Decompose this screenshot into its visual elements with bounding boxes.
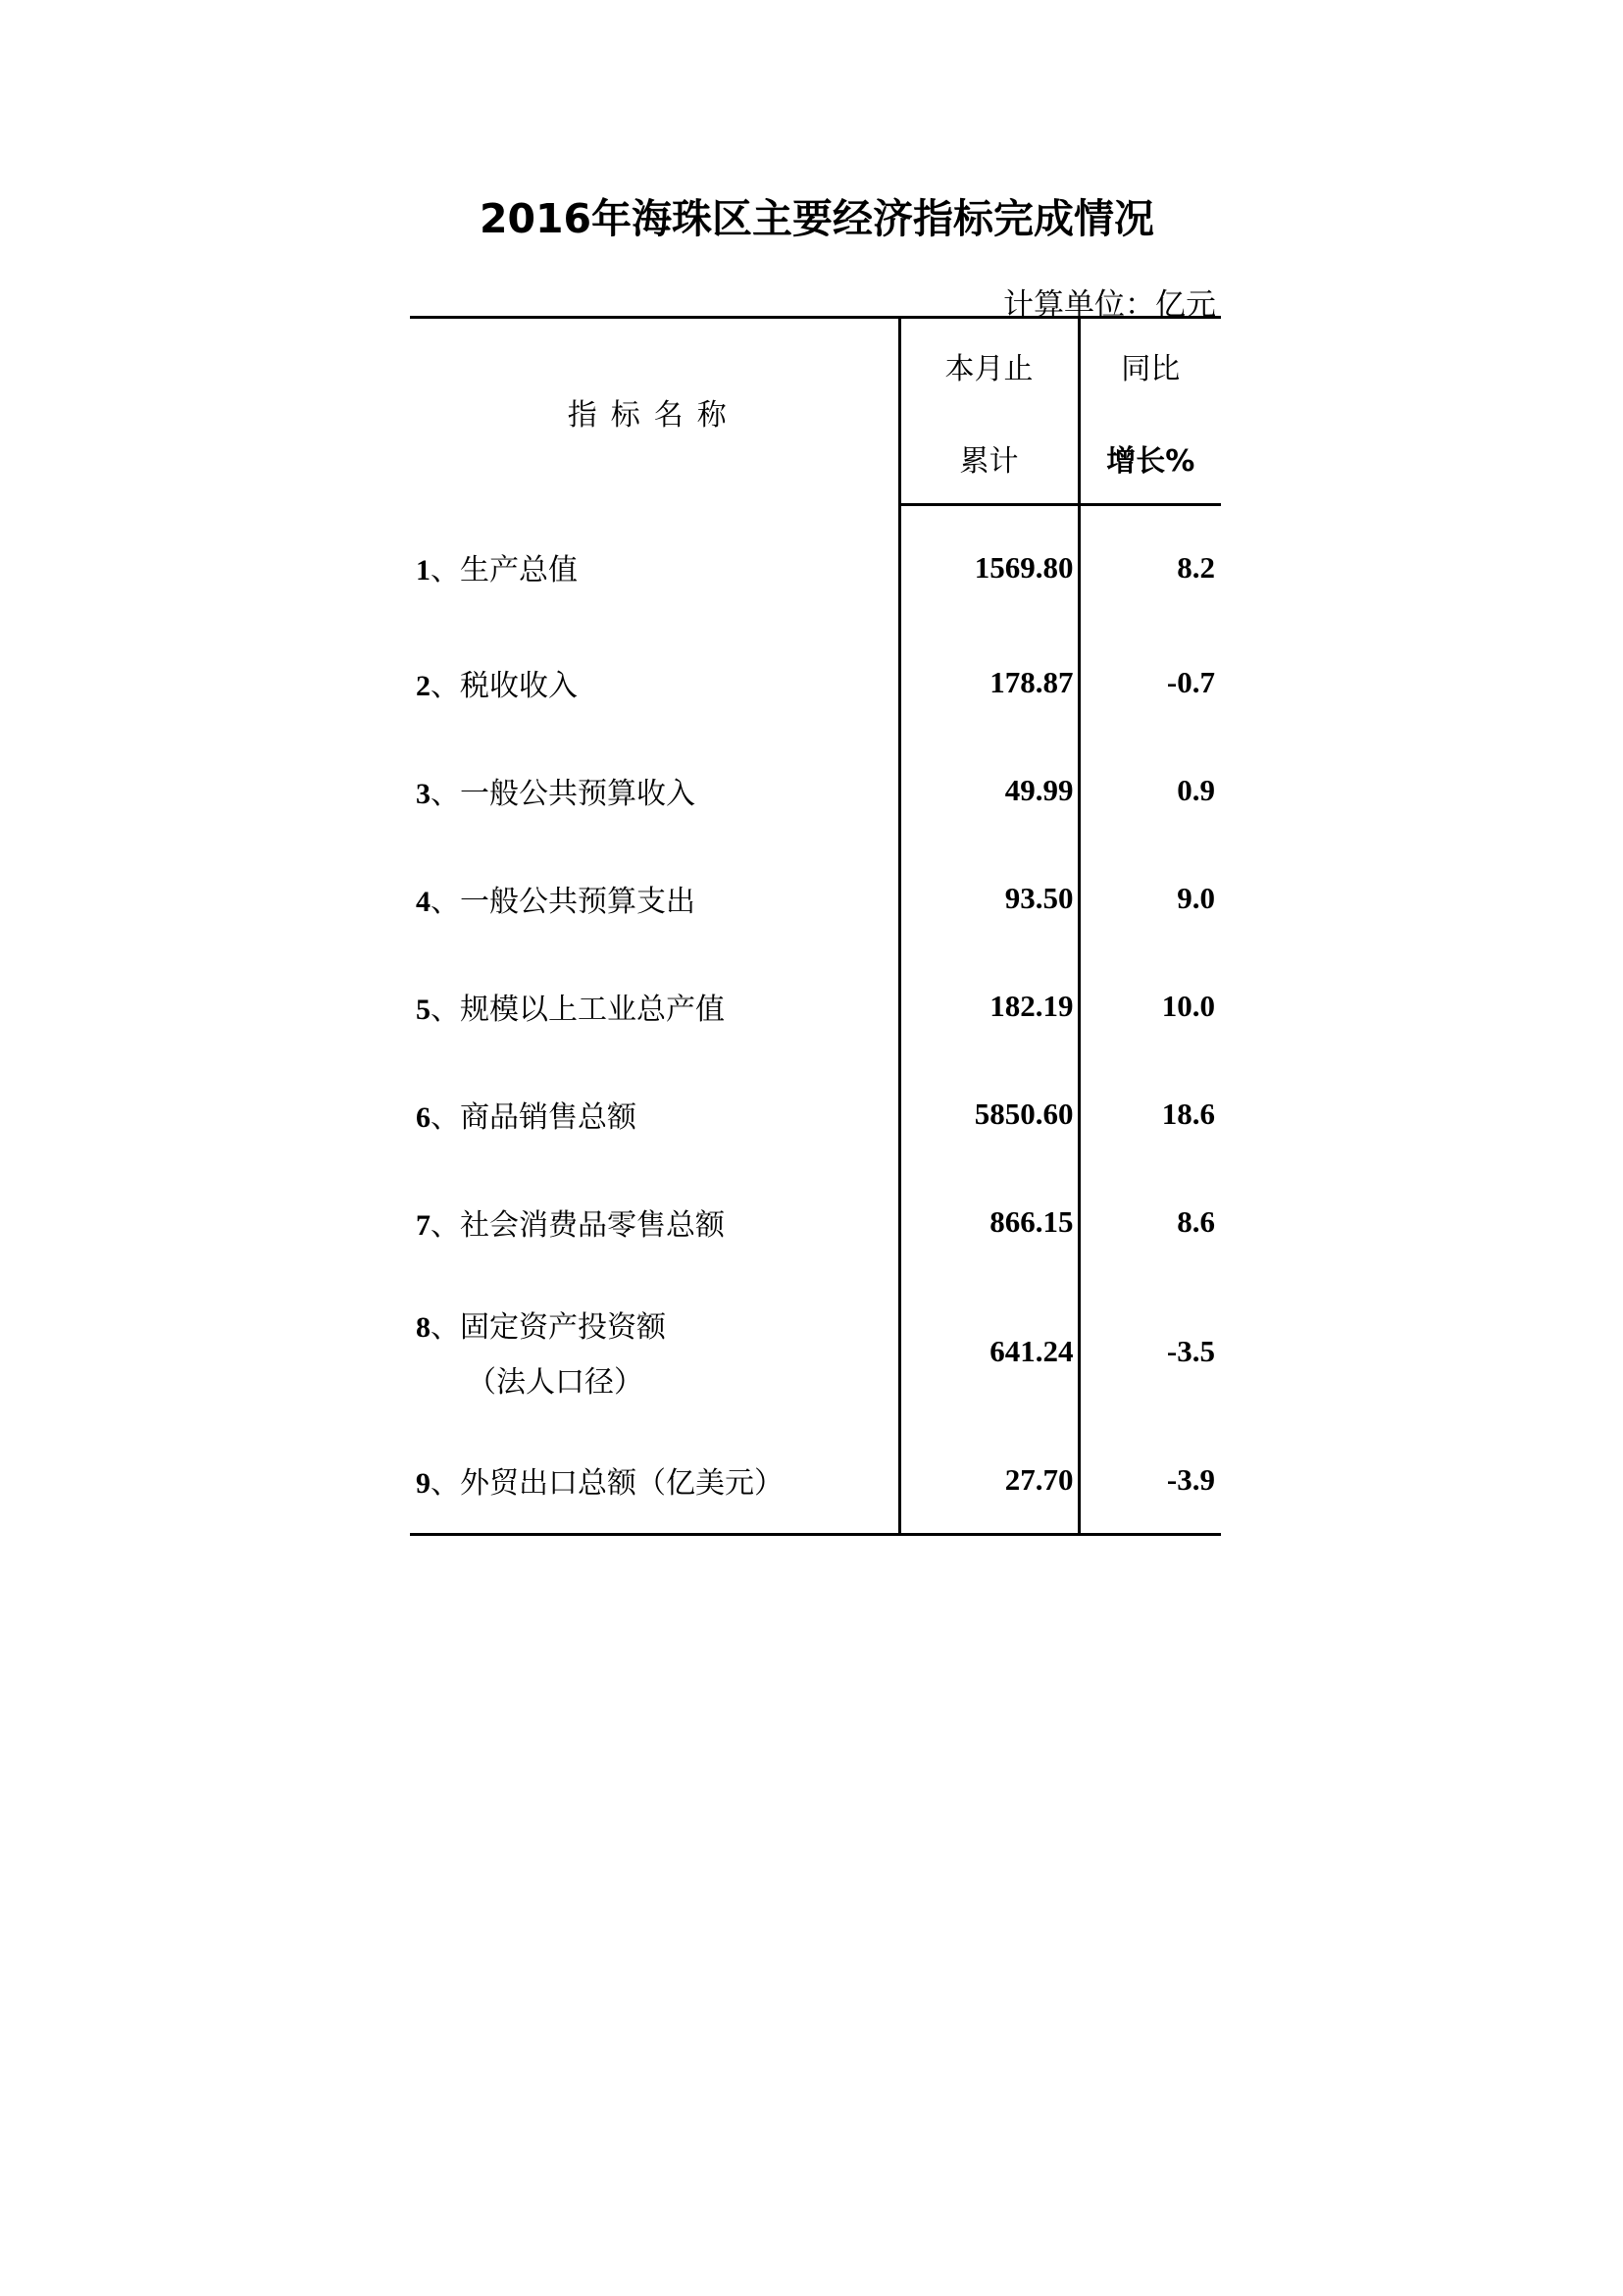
table-row bbox=[410, 1168, 1221, 1276]
row-growth: 0.9 bbox=[1177, 773, 1215, 807]
row-growth: 18.6 bbox=[1161, 1097, 1215, 1131]
row-label: 9、外贸出口总额（亿美元） bbox=[410, 1427, 899, 1535]
row-label: 2、税收收入 bbox=[410, 629, 899, 737]
row-value: 641.24 bbox=[899, 1276, 1079, 1427]
table-row bbox=[410, 629, 1221, 737]
row-value: 866.15 bbox=[899, 1168, 1079, 1276]
header-growth-line1: 同比 bbox=[1079, 318, 1221, 414]
header-cumulative-line2: 累计 bbox=[899, 413, 1079, 505]
row-label-secondary: （法人口径） bbox=[467, 1365, 643, 1400]
row-growth: 10.0 bbox=[1161, 989, 1215, 1023]
header-cumulative-line1: 本月止 bbox=[899, 318, 1079, 414]
unit-label: 计算单位：亿元 bbox=[1003, 287, 1216, 323]
table-row bbox=[410, 1427, 1221, 1535]
table-row bbox=[410, 1060, 1221, 1168]
row-value: 182.19 bbox=[899, 952, 1079, 1060]
row-label: 7、社会消费品零售总额 bbox=[410, 1168, 899, 1276]
table-row bbox=[410, 1276, 1221, 1427]
row-growth: -3.9 bbox=[1079, 1427, 1221, 1535]
row-growth: -0.7 bbox=[1166, 665, 1215, 699]
table-row bbox=[410, 505, 1221, 630]
row-value: 27.70 bbox=[899, 1427, 1079, 1535]
row-label: 1、生产总值 bbox=[410, 505, 899, 630]
row-growth: -3.5 bbox=[1166, 1334, 1215, 1368]
row-value: 93.50 bbox=[899, 844, 1079, 952]
indicators-table bbox=[410, 316, 1221, 1536]
header-growth-line2: 增长% bbox=[1079, 413, 1221, 505]
indicators-table-container bbox=[410, 316, 1221, 1536]
table-row bbox=[410, 737, 1221, 844]
row-growth: 8.2 bbox=[1177, 549, 1215, 585]
row-label: 5、规模以上工业总产值 bbox=[410, 952, 899, 1060]
table-row bbox=[410, 952, 1221, 1060]
row-value: 178.87 bbox=[899, 629, 1079, 737]
row-growth: 8.6 bbox=[1177, 1204, 1215, 1239]
row-value: 49.99 bbox=[899, 737, 1079, 844]
row-label: 4、一般公共预算支出 bbox=[410, 844, 899, 952]
row-label: 6、商品销售总额 bbox=[410, 1060, 899, 1168]
row-label: 3、一般公共预算收入 bbox=[410, 737, 899, 844]
page-title: 2016年海珠区主要经济指标完成情况 bbox=[479, 195, 1155, 242]
row-value: 5850.60 bbox=[899, 1060, 1079, 1168]
row-growth: 9.0 bbox=[1177, 881, 1215, 915]
row-label: 8、固定资产投资额 （法人口径） bbox=[410, 1276, 899, 1427]
header-row bbox=[410, 318, 1221, 414]
row-value: 1569.80 bbox=[899, 505, 1079, 630]
header-indicator-name: 指标名称 bbox=[410, 318, 899, 505]
table-row bbox=[410, 844, 1221, 952]
